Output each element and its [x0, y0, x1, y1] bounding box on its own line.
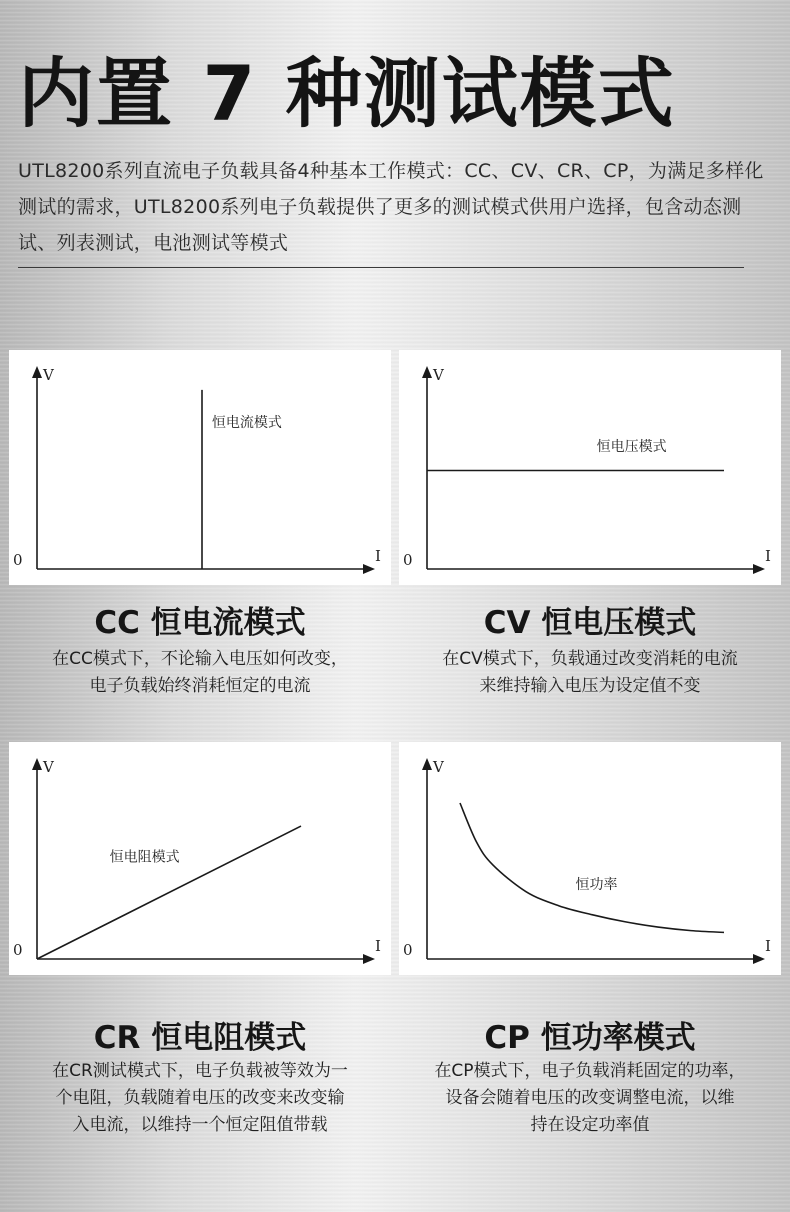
- cr-mode-desc: [9, 1058, 391, 1139]
- y-axis-arrow: [32, 758, 42, 770]
- origin-label: 0: [13, 941, 23, 959]
- cp-mode-desc: [399, 1058, 781, 1139]
- mode-desc-line: 设备会随着电压的改变调整电流，以维: [445, 1088, 735, 1108]
- origin-label: 0: [13, 551, 23, 569]
- y-axis-arrow: [422, 758, 432, 770]
- x-axis-arrow: [753, 954, 765, 964]
- cp-chart-panel: [399, 742, 781, 975]
- cv-mode-title: CV 恒电压模式: [483, 605, 697, 641]
- x-axis-label: I: [375, 937, 381, 955]
- x-axis-arrow: [363, 564, 375, 574]
- cc-mode-desc: [9, 646, 391, 700]
- x-axis-arrow: [363, 954, 375, 964]
- cv-mode-desc: [399, 646, 781, 700]
- series-annotation: 恒电压模式: [596, 438, 667, 455]
- cc-chart-panel: [9, 350, 391, 585]
- mode-desc-line: 在CR测试模式下，电子负载被等效为一: [52, 1061, 348, 1081]
- page-title: 内置 7 种测试模式: [18, 49, 676, 138]
- mode-desc-line: 入电流，以维持一个恒定阻值带载: [72, 1115, 328, 1135]
- mode-desc-line: 在CC模式下，不论输入电压如何改变，: [52, 649, 348, 669]
- mode-desc-line: 来维持输入电压为设定值不变: [479, 676, 701, 696]
- x-axis-label: I: [375, 547, 381, 565]
- y-axis-label: V: [43, 758, 54, 776]
- cp-mode-title: CP 恒功率模式: [484, 1020, 696, 1056]
- y-axis-label: V: [433, 366, 444, 384]
- series-line: [37, 826, 301, 959]
- mode-desc-line: 电子负载始终消耗恒定的电流: [89, 676, 311, 696]
- x-axis-arrow: [753, 564, 765, 574]
- chart-svg: [399, 350, 781, 585]
- divider: [18, 267, 744, 268]
- x-axis-label: I: [765, 937, 771, 955]
- chart-svg: [9, 742, 391, 975]
- intro-text: UTL8200系列直流电子负载具备4种基本工作模式：CC、CV、CR、CP，为满足多样化测试的需求，UTL8200系列电子负载提供了更多的测试模式供用户选择，包含动态测试、列表测试，电池测试等模式: [18, 160, 764, 254]
- x-axis-label: I: [765, 547, 771, 565]
- y-axis-label: V: [43, 366, 54, 384]
- origin-label: 0: [403, 941, 413, 959]
- mode-desc-line: 个电阻，负载随着电压的改变来改变输: [55, 1088, 345, 1108]
- cv-chart-panel: [399, 350, 781, 585]
- cc-mode-title: CC 恒电流模式: [94, 605, 306, 641]
- series-annotation: 恒电阻模式: [109, 849, 180, 866]
- y-axis-arrow: [422, 366, 432, 378]
- series-line: [460, 803, 724, 932]
- series-annotation: 恒功率: [575, 876, 618, 893]
- cr-chart-panel: [9, 742, 391, 975]
- mode-desc-line: 在CV模式下，负载通过改变消耗的电流: [442, 649, 738, 669]
- y-axis-label: V: [433, 758, 444, 776]
- chart-svg: [9, 350, 391, 585]
- mode-desc-line: 持在设定功率值: [530, 1115, 650, 1135]
- y-axis-arrow: [32, 366, 42, 378]
- chart-svg: [399, 742, 781, 975]
- origin-label: 0: [403, 551, 413, 569]
- series-annotation: 恒电流模式: [211, 415, 282, 432]
- cr-mode-title: CR 恒电阻模式: [93, 1020, 307, 1056]
- mode-desc-line: 在CP模式下，电子负载消耗固定的功率，: [434, 1061, 746, 1081]
